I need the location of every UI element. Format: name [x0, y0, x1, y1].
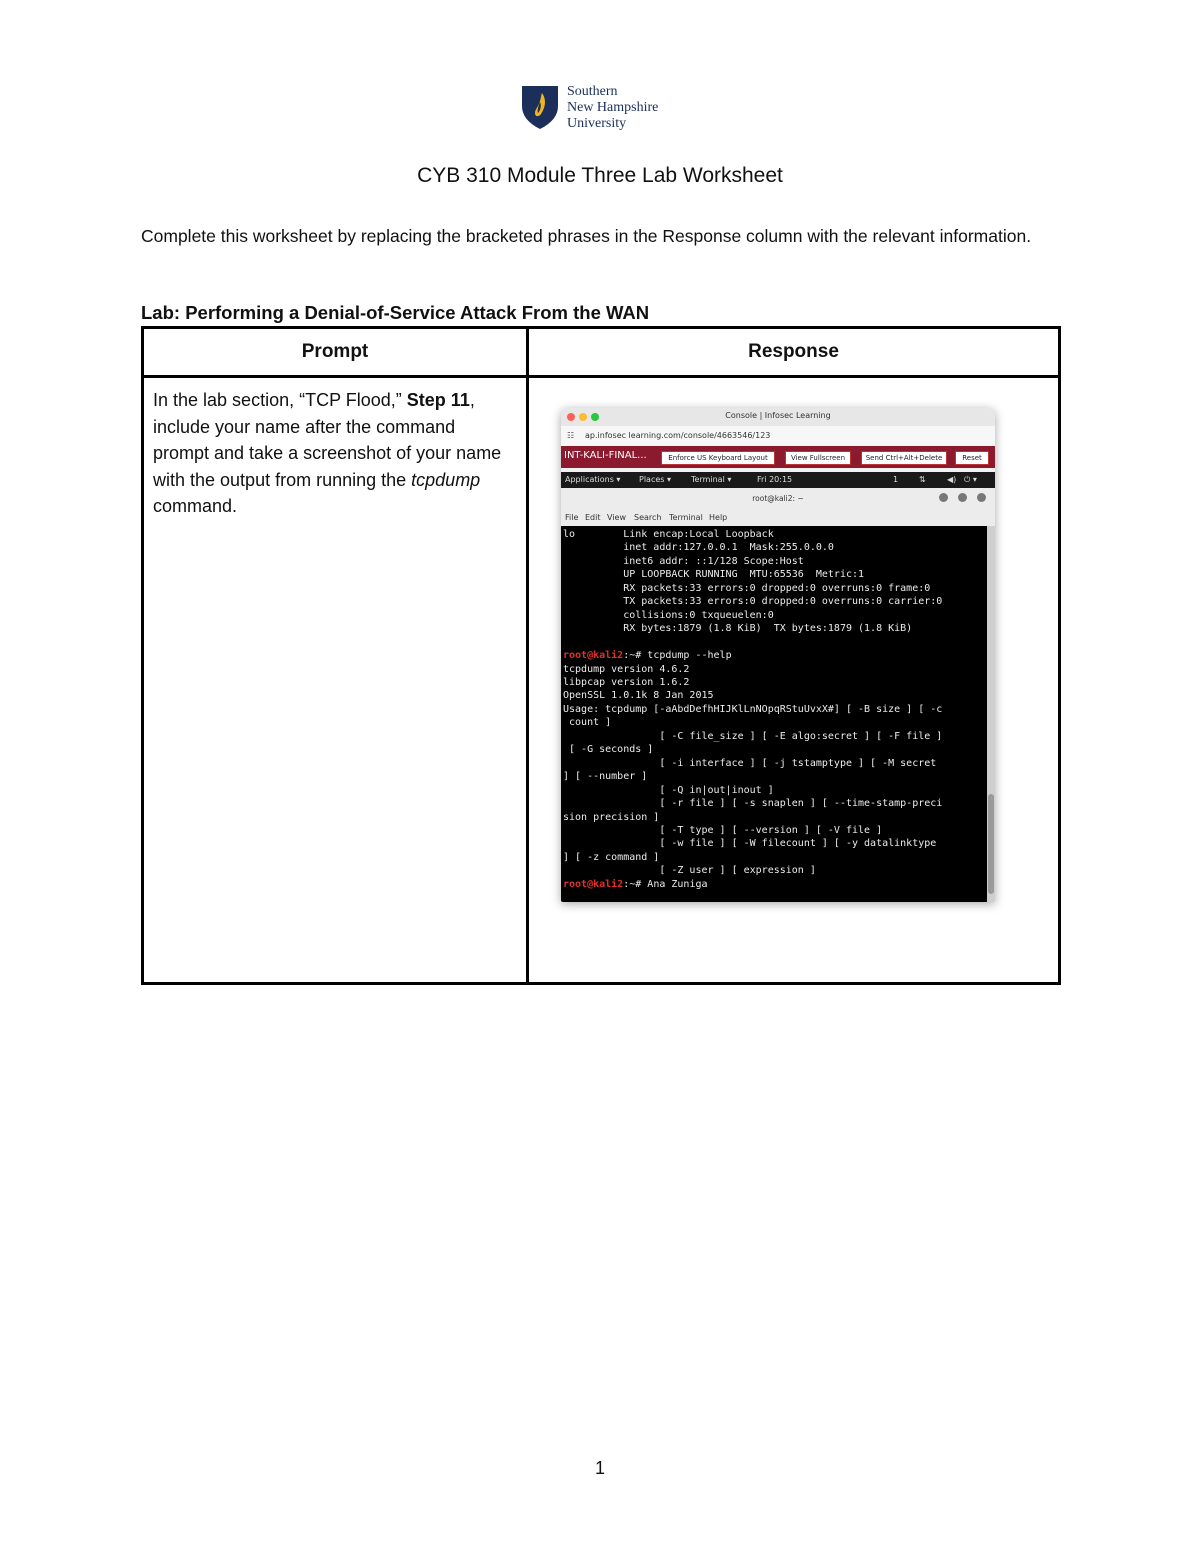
terminal-line: [ -i interface ] [ -j tstamptype ] [ -M secret: [563, 757, 937, 769]
output-block-tcpdump: [563, 663, 987, 878]
terminal-line: ] [ -z command ]: [563, 851, 660, 863]
terminal-line: [ -Q in|out|inout ]: [563, 784, 774, 796]
response-screenshot: [561, 408, 995, 902]
terminal-line: libpcap version 1.6.2: [563, 676, 690, 688]
terminal-scrollbar: [987, 526, 995, 902]
page-title: CYB 310 Module Three Lab Worksheet: [417, 164, 783, 187]
logo-line-2: New Hampshire: [567, 100, 659, 115]
terminal-close-icon: [977, 493, 986, 502]
prompt-text-1: In the lab section, “TCP Flood,”: [153, 390, 407, 410]
terminal-line: [ -w file ] [ -W filecount ] [ -y datalinktype: [563, 838, 937, 850]
browser-url-bar: [561, 426, 995, 447]
places-menu: Places ▾: [639, 475, 671, 484]
shield-logo-icon: [520, 84, 560, 130]
workspace-indicator: 1: [893, 475, 899, 484]
prompt-command: tcpdump: [411, 469, 481, 490]
prompt-text-2: , include your name after the command prompt and take a screenshot of your name with the output from running the: [153, 390, 502, 490]
terminal-line: OpenSSL 1.0.1k 8 Jan 2015: [563, 690, 714, 702]
prompt-label: root@kali2: [563, 878, 624, 890]
terminal-minimize-icon: [939, 493, 948, 502]
terminal-line: UP LOOPBACK RUNNING MTU:65536 Metric:1: [563, 569, 865, 581]
menu-view: View: [607, 513, 626, 522]
output-block-ifconfig: [563, 528, 987, 649]
applications-menu: Applications ▾: [565, 475, 621, 484]
terminal-line: TX packets:33 errors:0 dropped:0 overruns:0 carrier:0: [563, 596, 943, 608]
terminal-menubar: [561, 510, 995, 526]
menu-file: File: [565, 513, 579, 522]
page-number: 1: [594, 1458, 605, 1478]
terminal-line: [ -T type ] [ --version ] [ -V file ]: [563, 824, 883, 836]
terminal-line: ] [ --number ]: [563, 771, 648, 783]
terminal-line: [ -G seconds ]: [563, 744, 654, 756]
terminal-line: [ -Z user ] [ expression ]: [563, 865, 816, 877]
command-1: :~# tcpdump --help: [623, 650, 732, 662]
clock: Fri 20:15: [757, 475, 793, 484]
terminal-output: [561, 526, 987, 902]
scrollbar-thumb: [988, 794, 994, 894]
terminal-line: count ]: [563, 717, 612, 729]
terminal-line: Usage: tcpdump [-aAbdDefhHIJKlLnNOpqRStuUvxX#] [ -B size ] [ -c: [563, 703, 943, 715]
menu-terminal: Terminal: [669, 513, 703, 522]
menu-search: Search: [634, 513, 662, 522]
prompt-line-1: [563, 649, 987, 662]
site-settings-icon: ☷: [567, 431, 575, 440]
column-divider: [526, 329, 529, 982]
terminal-line: RX bytes:1879 (1.8 KiB) TX bytes:1879 (1.8 KiB): [563, 623, 913, 635]
terminal-app-menu: Terminal ▾: [691, 475, 732, 484]
terminal-line: [ -C file_size ] [ -E algo:secret ] [ -F file ]: [563, 730, 943, 742]
prompt-line-2: [563, 878, 987, 891]
prompt-label: root@kali2: [563, 650, 624, 662]
vm-toolbar: [561, 446, 995, 468]
volume-icon: ◀): [947, 475, 957, 484]
terminal-title: root@kali2: ~: [752, 494, 804, 503]
terminal-line: inet addr:127.0.0.1 Mask:255.0.0.0: [563, 542, 834, 554]
prompt-header: Prompt: [301, 341, 369, 362]
terminal-maximize-icon: [958, 493, 967, 502]
prompt-text-3: command.: [153, 496, 238, 516]
prompt-cell: [153, 387, 513, 520]
logo-wordmark: [567, 84, 658, 132]
menu-edit: Edit: [585, 513, 601, 522]
logo-line-1: Southern: [567, 84, 618, 99]
gnome-top-bar: [561, 472, 995, 488]
network-icon: ⇅: [919, 475, 926, 484]
response-header: Response: [748, 341, 839, 362]
prompt-step: Step 11: [406, 390, 470, 410]
logo-line-3: University: [567, 116, 627, 131]
terminal-line: [ -r file ] [ -s snaplen ] [ --time-stamp-preci: [563, 798, 943, 810]
power-icon: ⏻ ▾: [964, 475, 977, 484]
lab-heading: Lab: Performing a Denial-of-Service Attack From the WAN: [141, 302, 650, 323]
enforce-keyboard-button: Enforce US Keyboard Layout: [661, 451, 775, 465]
browser-window-title: Console | Infosec Learning: [725, 411, 831, 420]
terminal-line: [563, 636, 987, 649]
terminal-line: sion precision ]: [563, 811, 660, 823]
intro-paragraph: Complete this worksheet by replacing the bracketed phrases in the Response column with the relevant information.: [141, 226, 1032, 246]
snhu-logo: [520, 84, 690, 132]
vm-name: INT-KALI-FINAL...: [564, 450, 647, 461]
terminal-line: collisions:0 txqueuelen:0: [563, 609, 774, 621]
menu-help: Help: [709, 513, 728, 522]
terminal-headerbar: [561, 488, 995, 510]
terminal-line: RX packets:33 errors:0 dropped:0 overruns:0 frame:0: [563, 582, 931, 594]
reset-button: Reset: [955, 451, 989, 465]
terminal-line: tcpdump version 4.6.2: [563, 663, 690, 675]
send-ctrl-alt-del-button: Send Ctrl+Alt+Delete: [861, 451, 947, 465]
header-divider: [144, 375, 1058, 378]
url-text: ap.infosec learning.com/console/4663546/123: [585, 431, 771, 440]
terminal-line: lo Link encap:Local Loopback: [563, 529, 774, 540]
browser-titlebar: [561, 408, 995, 426]
terminal-line: inet6 addr: ::1/128 Scope:Host: [563, 555, 804, 567]
command-2: :~# Ana Zuniga: [623, 878, 708, 890]
view-fullscreen-button: View Fullscreen: [785, 451, 851, 465]
